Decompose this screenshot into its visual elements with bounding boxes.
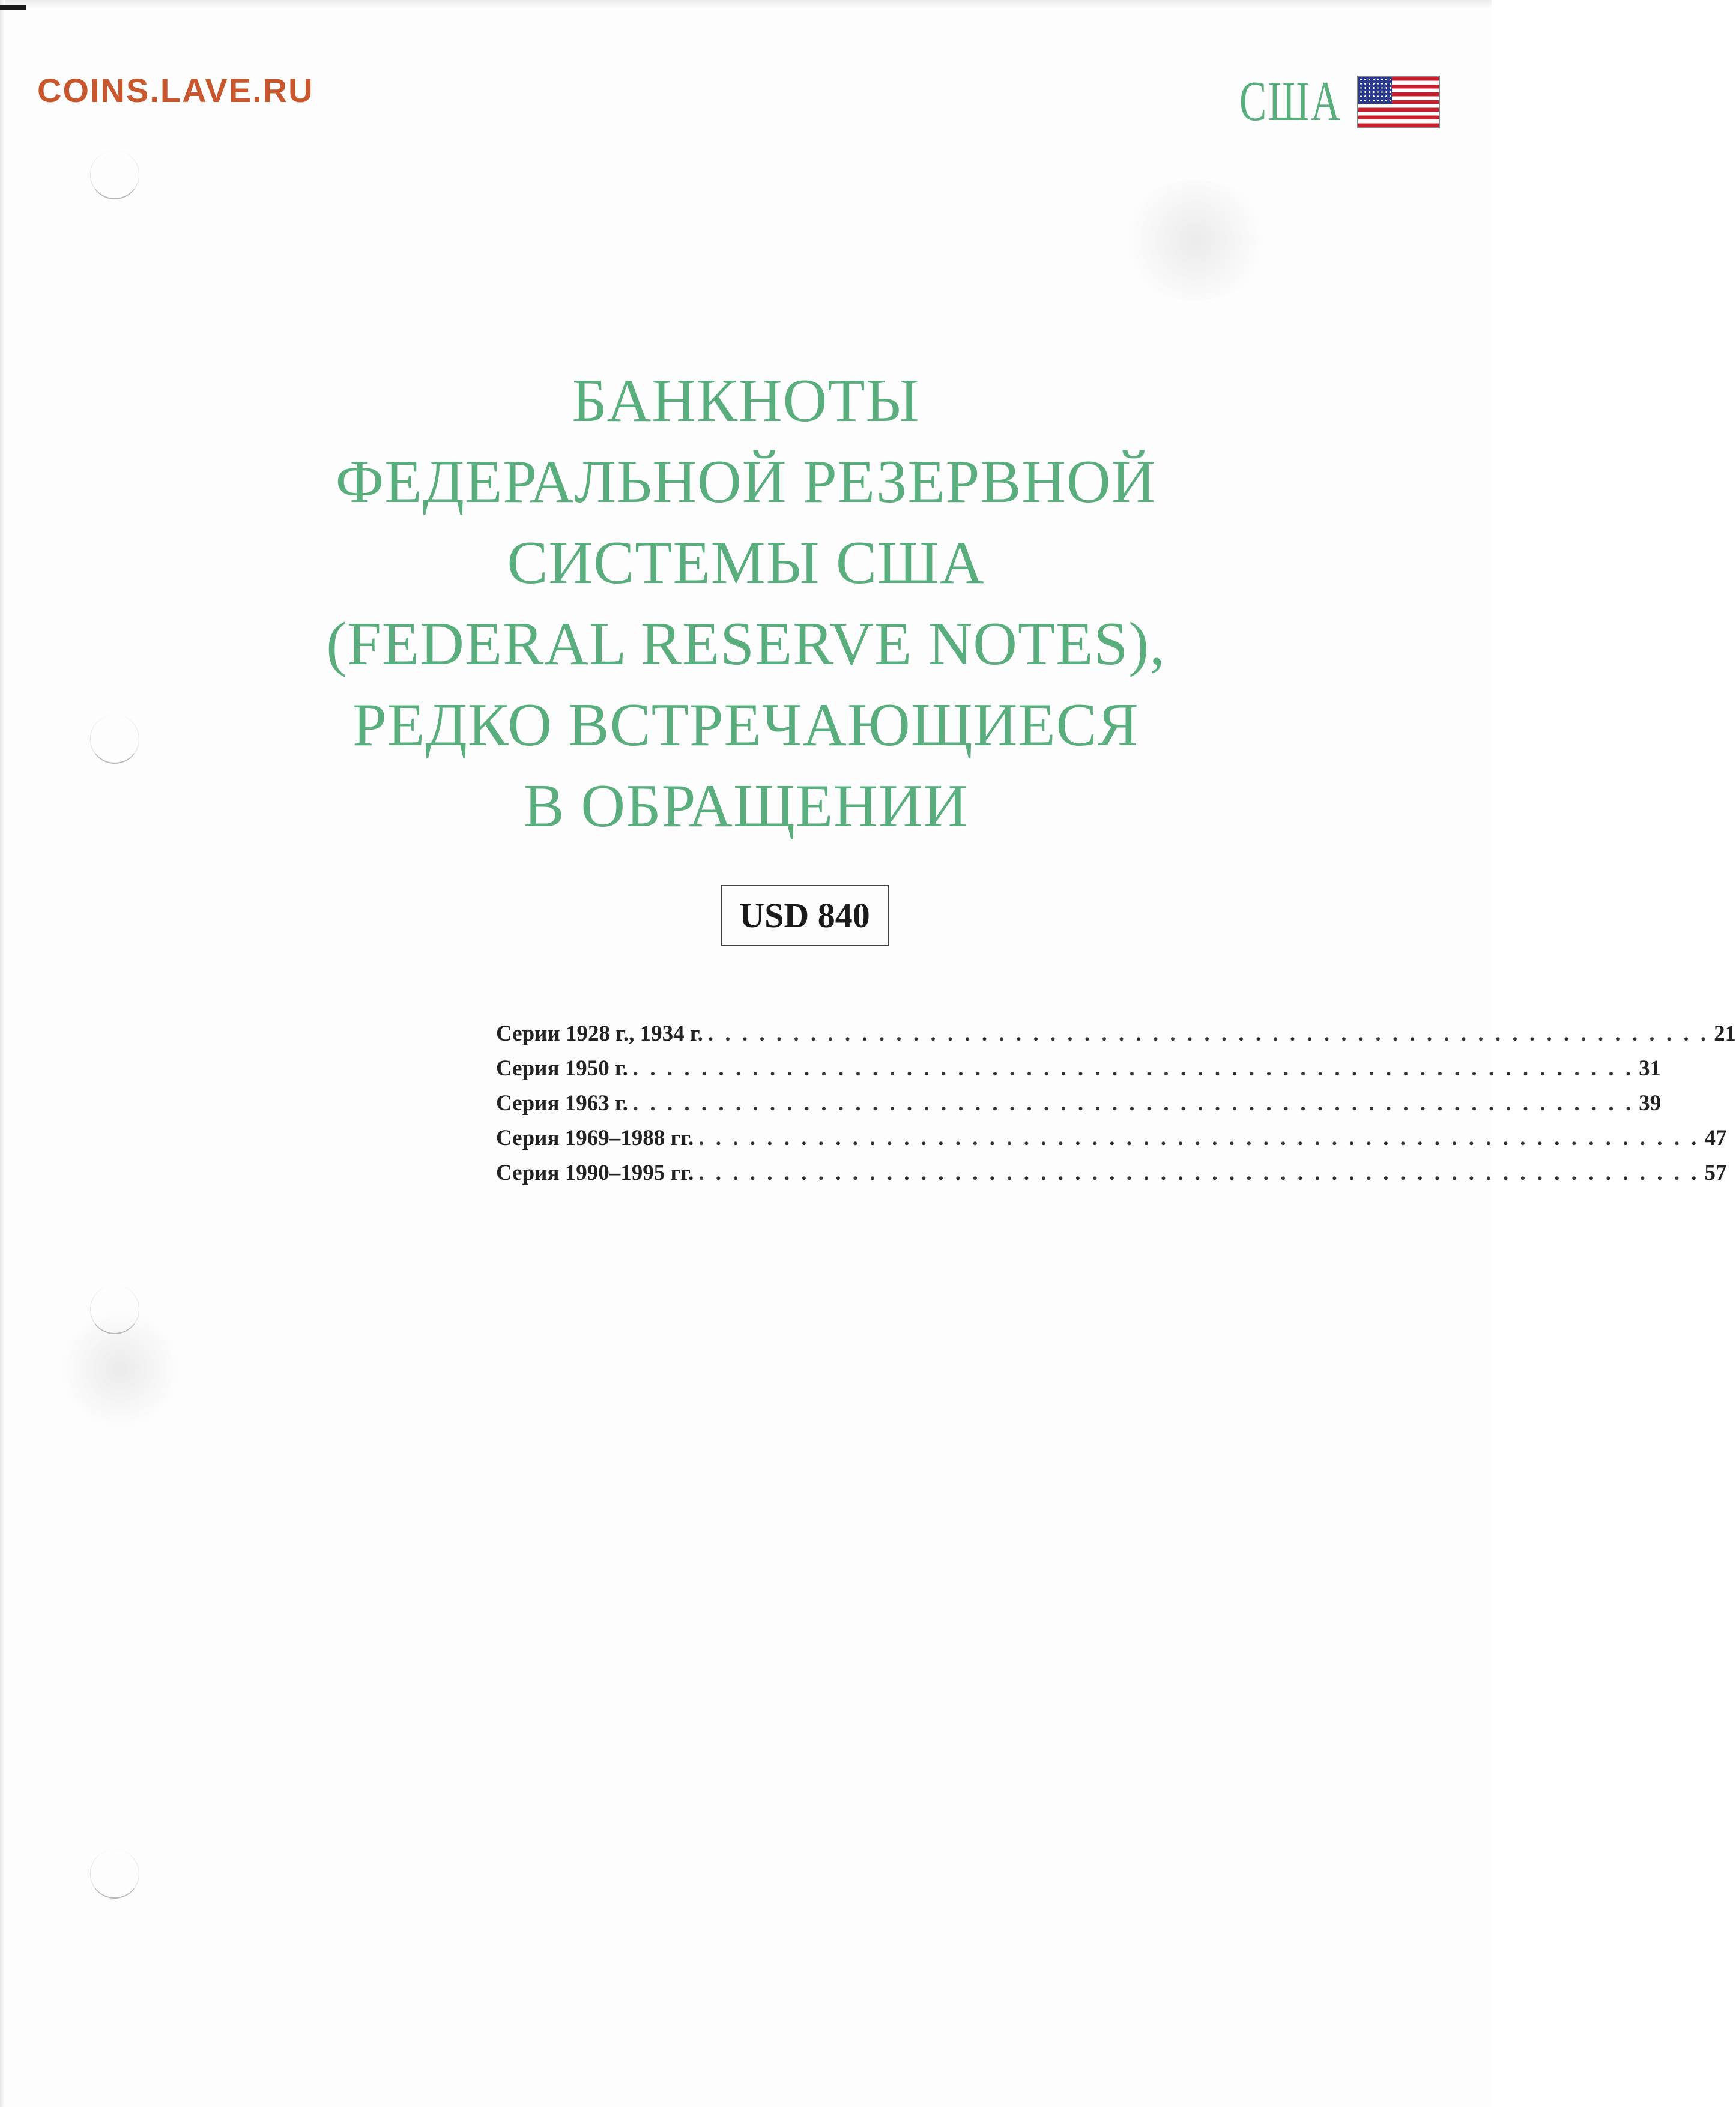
site-watermark: COINS.LAVE.RU <box>37 71 314 109</box>
toc-item-label: Серия 1963 г. <box>496 1091 628 1116</box>
toc-item[interactable] <box>496 1056 1662 1090</box>
binder-punch-hole <box>90 150 139 199</box>
title-line: БАНКНОТЫ <box>572 367 920 435</box>
toc-item-page: 47 <box>1704 1126 1727 1150</box>
page-title <box>0 360 1552 847</box>
toc-item-label: Серия 1990–1995 гг. <box>496 1161 694 1185</box>
scan-corner-mark <box>0 5 26 10</box>
toc-leader-dots: . . . . . . . . . . . . . . . . . . . . . . . . . . . . . . . . . . . . . . . . . . . . . . . . . . . . . . . . . . . <box>632 1091 1635 1116</box>
toc-item-page: 31 <box>1639 1056 1662 1081</box>
table-of-contents <box>496 1021 1736 1195</box>
binder-punch-hole <box>90 1849 139 1899</box>
toc-item-label: Серии 1928 г., 1934 г. <box>496 1021 703 1046</box>
toc-item[interactable] <box>496 1090 1662 1125</box>
title-line: В ОБРАЩЕНИИ <box>523 772 969 840</box>
flag-canton <box>1358 77 1392 104</box>
toc-item-page: 21 <box>1714 1021 1736 1046</box>
title-line: (FEDERAL RESERVE NOTES), <box>326 610 1166 678</box>
scan-smudge <box>1117 180 1273 300</box>
binder-punch-hole <box>90 1285 139 1334</box>
toc-item-label: Серия 1969–1988 гг. <box>496 1126 694 1150</box>
toc-leader-dots: . . . . . . . . . . . . . . . . . . . . . . . . . . . . . . . . . . . . . . . . . . . . . . . . . . . . . . . . . . . <box>707 1021 1710 1046</box>
toc-item-page: 57 <box>1704 1161 1727 1185</box>
toc-item[interactable] <box>496 1125 1727 1160</box>
toc-item[interactable] <box>496 1021 1736 1056</box>
title-line: ФЕДЕРАЛЬНОЙ РЕЗЕРВНОЙ <box>335 448 1157 516</box>
toc-leader-dots: . . . . . . . . . . . . . . . . . . . . . . . . . . . . . . . . . . . . . . . . . . . . . . . . . . . . . . . . . . . <box>632 1056 1635 1081</box>
toc-item[interactable] <box>496 1160 1727 1195</box>
scan-left-edge <box>0 0 5 2107</box>
toc-leader-dots: . . . . . . . . . . . . . . . . . . . . . . . . . . . . . . . . . . . . . . . . . . . . . . . . . . . . . . . . . . . <box>698 1126 1700 1150</box>
country-label: США <box>1239 70 1342 133</box>
usa-flag-icon <box>1357 76 1440 128</box>
title-line: СИСТЕМЫ США <box>507 529 985 597</box>
title-line: РЕДКО ВСТРЕЧАЮЩИЕСЯ <box>352 691 1139 759</box>
toc-item-label: Серия 1950 г. <box>496 1056 628 1081</box>
scan-top-edge <box>0 0 1492 8</box>
currency-code-box: USD 840 <box>721 885 889 946</box>
toc-item-page: 39 <box>1639 1091 1662 1116</box>
toc-leader-dots: . . . . . . . . . . . . . . . . . . . . . . . . . . . . . . . . . . . . . . . . . . . . . . . . . . . . . . . . . . . <box>698 1161 1700 1185</box>
